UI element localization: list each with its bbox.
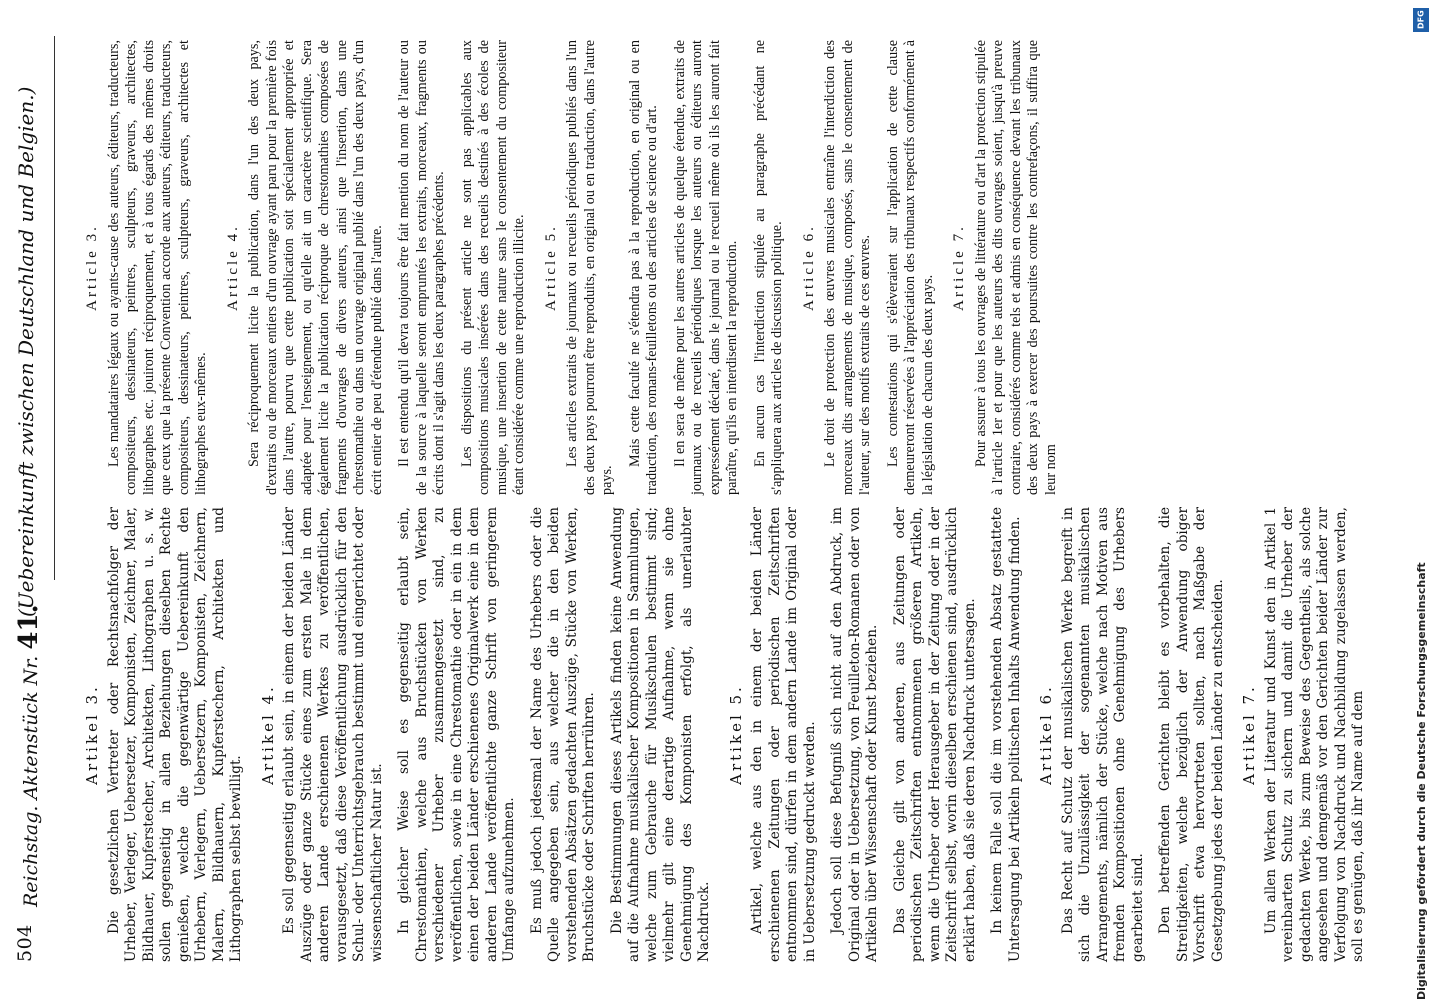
french-article-paragraph: Il en sera de même pour les autres articles de quelque étendue, extraits de journaux ou de recueils périodiques lorsque les auteurs ou éditeurs auront expressément déclaré, dans le journal ou le recueil même où ils les auront fait paraître, qu'ils en interdisent la reproduction. — [671, 40, 740, 495]
german-article-paragraph: Das Recht auf Schutz der musikalischen Werke begreift in sich die Unzulässigkeit der sogenannten musikalischen Arrangements, nämlich der Stücke, welche nach Motiven aus fremden Kompositionen ohne Genehmigung des Urhebers gearbeitet sind. — [1059, 507, 1146, 962]
running-head — [14, 604, 44, 907]
page-header — [14, 36, 64, 962]
german-article-heading: Artikel 3. — [83, 684, 101, 785]
german-article-paragraph: Den betreffenden Gerichten bleibt es vorbehalten, die Streitigkeiten, welche bezüglich der Anwendung obiger Vorschrift etwa hervortreten sollten, nach Maßgabe der Gesetzgebung jedes der beiden Länder zu entscheiden. — [1157, 507, 1226, 962]
german-article-paragraph: Die gesetzlichen Vertreter oder Rechtsnachfolger der Urheber, Verleger, Uebersetzer, Komponisten, Zeichner, Maler, Bildhauer, Kupferstecher, Architekten, Lithographen u. s. w. sollen gegenseitig in allen Beziehungen dieselben Rechte genießen, welche die gegenwärtige Uebereinkunft den Urhebern, Verlegern, Uebersetzern, Komponisten, Zeichnern, Malern, Bildhauern, Kupferstechern, Architekten und Lithographen selbst bewilligt. — [105, 507, 244, 962]
dfg-logo: DFG — [1413, 8, 1429, 32]
german-article-paragraph: In keinem Falle soll die im vorstehenden Absatz gestattete Untersagung bei Artikeln politischen Inhalts Anwendung finden. — [989, 507, 1023, 962]
document-number: 41. — [14, 604, 44, 650]
german-article-heading: Artikel 4. — [258, 684, 277, 785]
french-article-heading: Article 6. — [800, 224, 817, 311]
french-article-paragraph: Le droit de protection des œuvres musicales entraîne l'interdiction des morceaux dits arrangements de musique, composés, sans le consentement de l'auteur, sur des motifs extraits de ces œuvres. — [822, 40, 873, 495]
german-article-paragraph: Jedoch soll diese Befugniß sich nicht auf den Abdruck, im Original oder in Uebersetzung, von Feuilleton-Romanen oder von Artikeln über Wissenschaft oder Kunst beziehen. — [829, 507, 880, 962]
french-article-paragraph: Sera réciproquement licite la publication, dans l'un des deux pays, d'extraits ou de morceaux entiers d'un ouvrage ayant paru pour la première fois dans l'autre, pourvu que cette publication soit spécialement appropriée et adaptée pour l'enseignement, ou qu'elle ait un caractère scientifique. Sera également licite la publication réciproque de chrestomathies composées de fragments d'ouvrages de divers auteurs, ainsi que l'insertion, dans une chrestomathie ou dans un ouvrage original publié dans l'un des deux pays, d'un écrit entier de peu d'étendue publié dans l'autre. — [246, 40, 385, 495]
french-article-paragraph: Il est entendu qu'il devra toujours être fait mention du nom de l'auteur ou de la source à laquelle seront empruntés les extraits, morceaux, fragments ou écrits dont il s'agit dans les deux paragraphes précédents. — [396, 40, 447, 495]
french-column — [70, 40, 1400, 495]
digitization-note: Digitalisierung gefördert durch die Deutsche Forschungsgemeinschaft — [1415, 562, 1428, 1000]
french-article-paragraph: Mais cette faculté ne s'étendra pas à la reproduction, en original ou en traduction, des romans-feuilletons ou des articles de science ou d'art. — [626, 40, 660, 495]
german-article-heading: Artikel 6. — [1037, 684, 1055, 785]
french-article-paragraph: Pour assurer à tous les ouvrages de littérature ou d'art la protection stipulée à l'article 1er et pour que les auteurs des dits ouvrages soient, jusqu'à preuve contraire, considérés comme tels et admis en conséquence devant les tribunaux des deux pays à exercer des poursuites contre les contrefaçons, il suffira que leur nom — [972, 40, 1059, 495]
french-article-paragraph: En aucun cas l'interdiction stipulée au paragraphe précédant ne s'appliquera aux articles de discussion politique. — [751, 40, 785, 495]
german-article-paragraph: Das Gleiche gilt von anderen, aus Zeitungen oder periodischen Zeitschriften entnommenen größeren Artikeln, wenn die Urheber oder Herausgeber in der Zeitung oder in der Zeitschrift selbst, worin dieselben erschienen sind, ausdrücklich erklärt haben, daß sie deren Nachdruck untersagen. — [891, 507, 978, 962]
running-head-text: Reichstag. Aktenstück Nr. — [20, 655, 42, 907]
german-article-paragraph: Die Bestimmungen dieses Artikels finden keine Anwendung auf die Aufnahme musikalischer Kompositionen in Sammlungen, welche zum Gebrauche für Musikschulen bestimmt sind; vielmehr gilt eine derartige Aufnahme, wenn sie ohne Genehmigung des Komponisten erfolgt, als unerlaubter Nachdruck. — [608, 507, 712, 962]
french-article-heading: Article 5. — [542, 224, 559, 311]
french-article-heading: Article 3. — [84, 224, 100, 311]
french-article-heading: Article 7. — [951, 224, 967, 311]
german-article-paragraph: Um allen Werken der Literatur und Kunst den in Artikel 1 vereinbarten Schutz zu sichern und damit die Urheber der gedachten Werke, bis zum Beweise des Gegentheils, als solche angesehen und demgemäß vor den Gerichten beider Länder zur Verfolgung von Nachdruck und Nachbildung zugelassen werden, soll es genügen, daß ihr Name auf dem — [1262, 507, 1366, 962]
german-column — [70, 507, 1400, 962]
german-article-paragraph: Es soll gegenseitig erlaubt sein, in einem der beiden Länder Auszüge oder ganze Stücke eines zum ersten Male in dem anderen Lande erschienenen Werkes zu veröffentlichen, vorausgesetzt, daß diese Veröffentlichung ausdrücklich für den Schul- oder Unterrichtsgebrauch bestimmt und eingerichtet oder wissenschaftlicher Natur ist. — [281, 507, 385, 962]
german-article-heading: Artikel 7. — [1240, 684, 1258, 785]
french-article-heading: Article 4. — [224, 224, 241, 311]
french-article-paragraph: Les contestations qui s'élèveraient sur l'application de cette clause demeureront réservées à l'appréciation des tribunaux respectifs conformément à la législation de chacun des deux pays. — [884, 40, 936, 495]
german-article-paragraph: Artikel, welche aus den in einem der beiden Länder erschienenen Zeitungen oder periodischen Zeitschriften entnommen sind, dürfen in dem andern Lande im Original oder in Uebersetzung gedruckt werden. — [749, 507, 818, 962]
german-article-heading: Artikel 5. — [726, 684, 745, 785]
page-number: 504 — [14, 924, 36, 962]
french-article-paragraph: Les articles extraits de journaux ou recueils périodiques publiés dans l'un des deux pays pourront être reproduits, en original ou en traduction, dans l'autre pays. — [564, 40, 615, 495]
french-article-paragraph: Les dispositions du présent article ne sont pas applicables aux compositions musicales insérées dans des recueils destinés à des écoles de musique, une insertion de cette nature sans le consentement du compositeur étant considérée comme une reproduction illicite. — [458, 40, 527, 495]
title-underline — [54, 36, 55, 580]
german-article-paragraph: In gleicher Weise soll es gegenseitig erlaubt sein, Chrestomathien, welche aus Bruchstücken von Werken verschiedener Urheber zusammengesetzt sind, zu veröffentlichen, sowie in eine Chrestomathie oder in ein in dem einen der beiden Länder erschienenes Originalwerk eine in dem anderen Lande veröffentlichte ganze Schrift von geringerem Umfange aufzunehmen. — [396, 507, 517, 962]
german-article-paragraph: Es muß jedoch jedesmal der Name des Urhebers oder die Quelle angegeben sein, aus welcher die in den beiden vorstehenden Absätzen gedachten Auszüge, Stücke von Werken, Bruchstücke oder Schriften herrühren. — [528, 507, 597, 962]
french-article-paragraph: Les mandataires légaux ou ayants-cause des auteurs, éditeurs, traducteurs, compositeurs, dessinateurs, peintres, sculpteurs, graveurs, architectes, lithographes etc. jouiront réciproquement, et à tous égards des mêmes droits que ceux que la présente Convention accorde aux auteurs, éditeurs, traducteurs, compositeurs, dessinateurs, peintres, sculpteurs, graveurs, architectes et lithographes eux-mêmes. — [105, 40, 209, 495]
document-title: (Uebereinkunft zwischen Deutschland und Belgien.) — [14, 86, 38, 617]
